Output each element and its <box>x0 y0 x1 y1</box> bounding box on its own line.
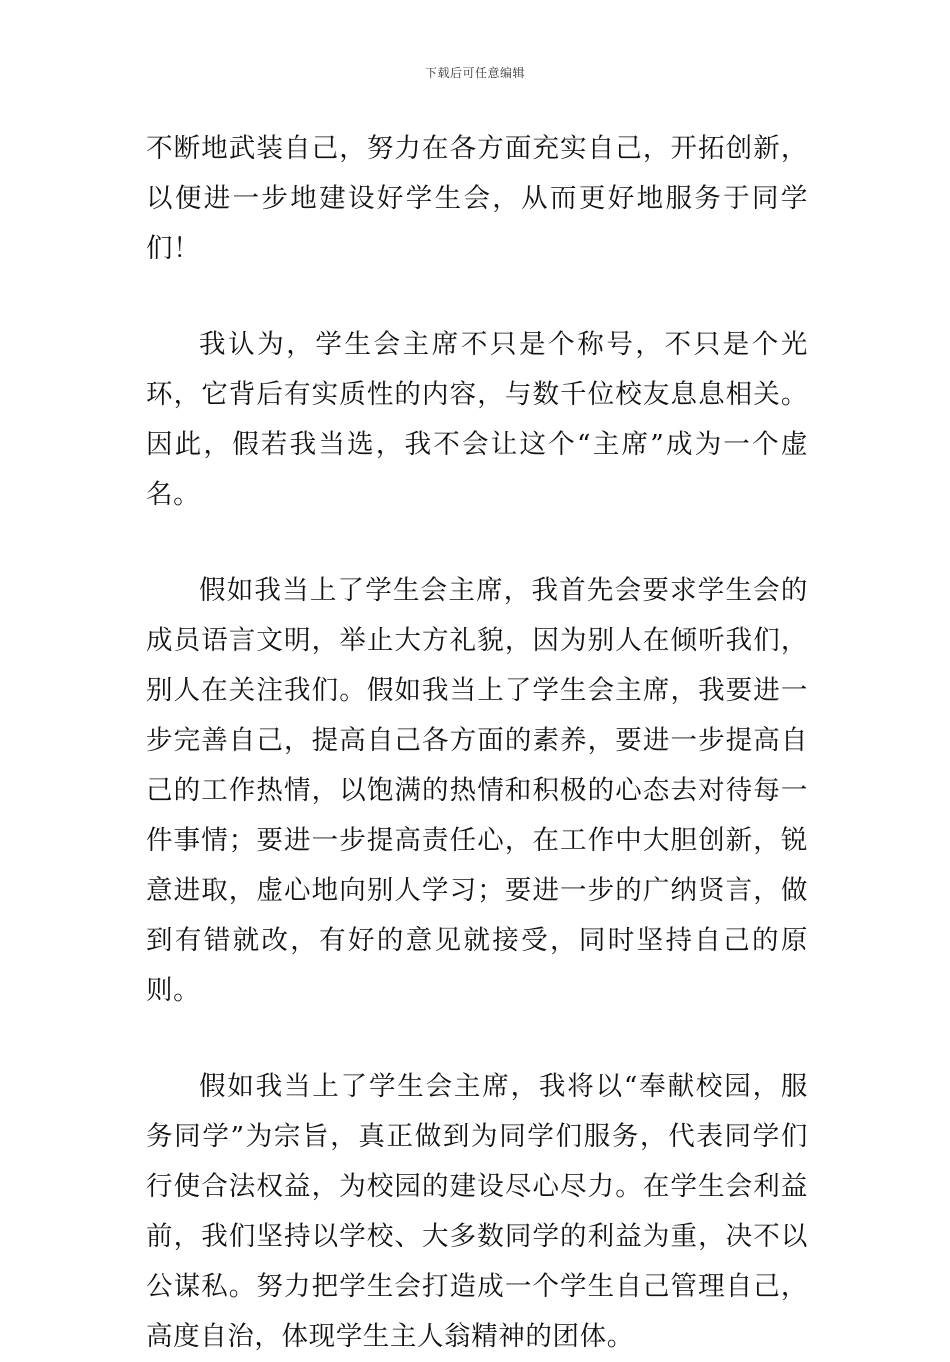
paragraph-2: 我认为，学生会主席不只是个称号，不只是个光环，它背后有实质性的内容，与数千位校友息息相关。因此，假若我当选，我不会让这个“主席”成为一个虚名。 <box>146 329 808 510</box>
paragraph-4: 假如我当上了学生会主席，我将以“奉献校园，服务同学”为宗旨，真正做到为同学们服务，代表同学们行使合法权益，为校园的建设尽心尽力。在学生会利益前，我们坚持以学校、大多数同学的利益为重，决不以公谋私。努力把学生会打造成一个学生自己管理自己，高度自治，体现学生主人翁精神的团体。 <box>146 1071 808 1352</box>
paragraph-3: 假如我当上了学生会主席，我首先会要求学生会的成员语言文明，举止大方礼貌，因为别人在倾听我们，别人在关注我们。假如我当上了学生会主席，我要进一步完善自己，提高自己各方面的素养，要进一步提高自己的工作热情，以饱满的热情和积极的心态去对待每一件事情；要进一步提高责任心，在工作中大胆创新，锐意进取，虚心地向别人学习；要进一步的广纳贤言，做到有错就改，有好的意见就接受，同时坚持自己的原则。 <box>146 575 808 1006</box>
header-note: 下载后可任意编辑 <box>424 66 525 80</box>
document-body <box>146 124 808 1362</box>
paragraph-1: 不断地武装自己，努力在各方面充实自己，开拓创新，以便进一步地建设好学生会，从而更好地服务于同学们！ <box>146 133 808 264</box>
